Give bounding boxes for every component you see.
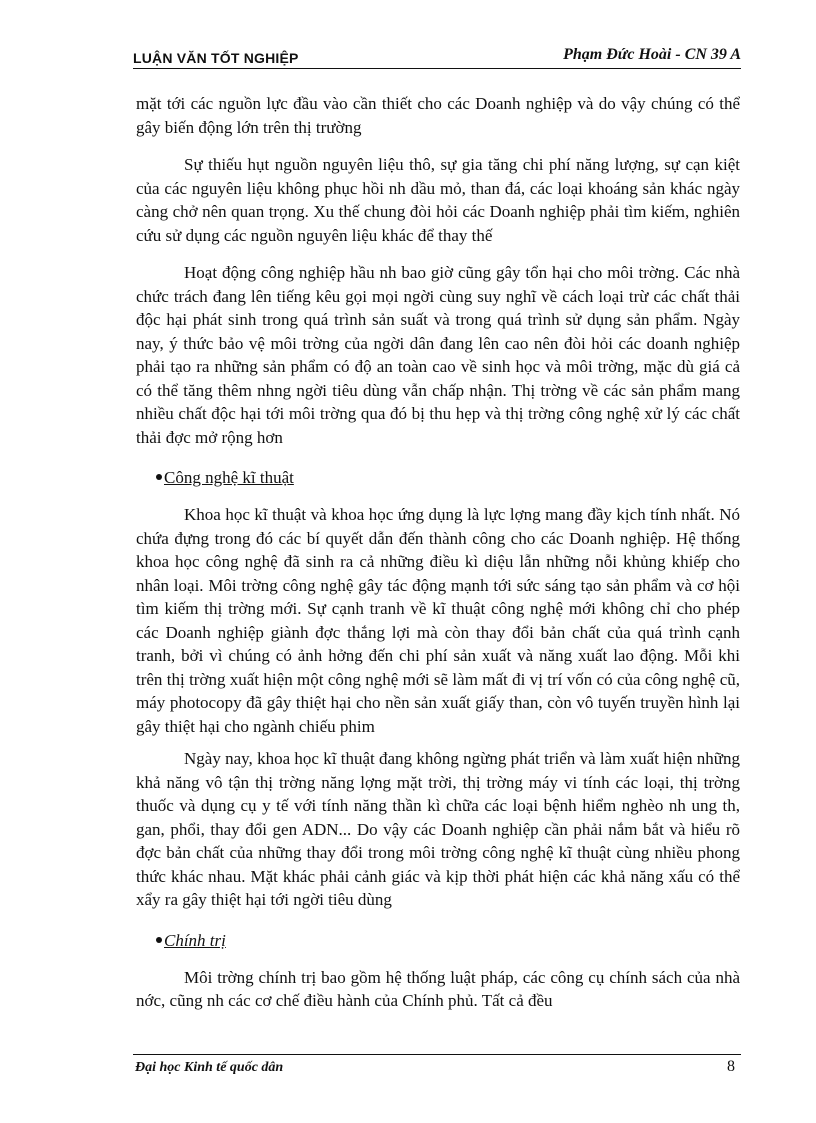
- paragraph: Hoạt động công nghiệp hầu nh bao giờ cũng gây tổn hại cho môi trờng. Các nhà chức trách đang lên tiếng kêu gọi mọi ngời cùng suy nghĩ về cách loại trừ các chất thải độc hại phát sinh trong quá trình sản suất và trong quá trình sử dụng sản phẩm. Ngày nay, ý thức bảo vệ môi trờng của ngời dân đang lên cao nên đòi hỏi các doanh nghiệp phải tạo ra những sản phẩm có độ an toàn cao về sinh học và môi trờng, mặc dù giá cả có thể tăng thêm nhng ngời tiêu dùng vẫn chấp nhận. Thị trờng về các sản phẩm mang nhiều chất độc hại tới môi trờng qua đó bị thu hẹp và thị trờng công nghệ xử lý các chất thải đợc mở rộng hơn: [136, 263, 740, 447]
- paragraph: mặt tới các nguồn lực đầu vào cần thiết cho các Doanh nghiệp và do vậy chúng có thể gây biến động lớn trên thị trường: [136, 94, 740, 137]
- paragraph: Sự thiếu hụt nguồn nguyên liệu thô, sự gia tăng chi phí năng lượng, sự cạn kiệt của các nguyên liệu không phục hồi nh dầu mỏ, than đá, các loại khoáng sản khác ngày càng chở nên quan trọng. Xu thế chung đòi hỏi các Doanh nghiệp phải tìm kiếm, nghiên cứu sử dụng các nguồn nguyên liệu khác để thay thế: [136, 155, 740, 245]
- paragraph: Môi trờng chính trị bao gồm hệ thống luật pháp, các công cụ chính sách của nhà nớc, cũng nh các cơ chế điều hành của Chính phủ. Tất cả đều: [136, 967, 740, 1010]
- header-author: Phạm Đức Hoài - CN 39 A: [563, 46, 741, 63]
- section-heading-politics: [156, 930, 740, 952]
- paragraph: Khoa học kĩ thuật và khoa học ứng dụng là lực lợng mang đầy kịch tính nhất. Nó chứa đựng trong đó các bí quyết dẫn đến thành công cho các Doanh nghiệp. Hệ thống khoa học công nghệ đã sinh ra cả những điều kì diệu lẫn những nỗi khủng khiếp cho nhân loại. Môi trờng công nghệ gây tác động mạnh tới sức sáng tạo sản phẩm và cơ hội tìm kiếm thị trờng mới. Sự cạnh tranh về kĩ thuật công nghệ mới không chỉ cho phép các Doanh nghiệp giành đợc thắng lợi mà còn thay đổi bản chất của quá trình cạnh tranh, bởi vì chúng có ảnh hởng đến chi phí sản xuất và năng xuất lao động. Mỗi khi trên thị trờng xuất hiện một công nghệ mới sẽ làm mất đi vị trí vốn có của công nghệ cũ, máy photocopy đã gây thiệt hại cho nền sản xuất giấy than, còn vô tuyến truyền hình lại gây thiệt hại cho ngành chiếu phim: [136, 505, 740, 736]
- header-thesis-label: LUẬN VĂN TỐT NGHIỆP: [133, 50, 299, 66]
- page-footer: [133, 1058, 741, 1080]
- page-header: [133, 46, 741, 68]
- header-divider: [133, 68, 741, 69]
- section-title: Chính trị: [164, 930, 226, 950]
- page-number: 8: [727, 1058, 735, 1075]
- bullet-icon: [156, 474, 162, 480]
- bullet-icon: [156, 937, 162, 943]
- footer-university: Đại học Kinh tế quốc dân: [135, 1060, 284, 1075]
- page-body: [136, 92, 740, 1013]
- footer-divider: [133, 1054, 741, 1055]
- section-title: Công nghệ kĩ thuật: [164, 468, 294, 487]
- section-heading-technology: [156, 467, 740, 489]
- paragraph: Ngày nay, khoa học kĩ thuật đang không ngừng phát triển và làm xuất hiện những khả năng vô tận thị trờng năng lợng mặt trời, thị trờng máy vi tính các loại, thị trờng thuốc và dụng cụ y tế với tính năng thần kì chữa các loại bệnh hiểm nghèo nh ung th, gan, phổi, thay đổi gen ADN... Do vậy các Doanh nghiệp cần phải nắm bắt và hiểu rõ đợc bản chất của những thay đổi trong môi trờng công nghệ kĩ thuật cùng nhiều phong thức khác nhau. Mặt khác phải cảnh giác và kịp thời phát hiện các khả năng xấu có thể xẩy ra gây thiệt hại tới ngời tiêu dùng: [136, 749, 740, 909]
